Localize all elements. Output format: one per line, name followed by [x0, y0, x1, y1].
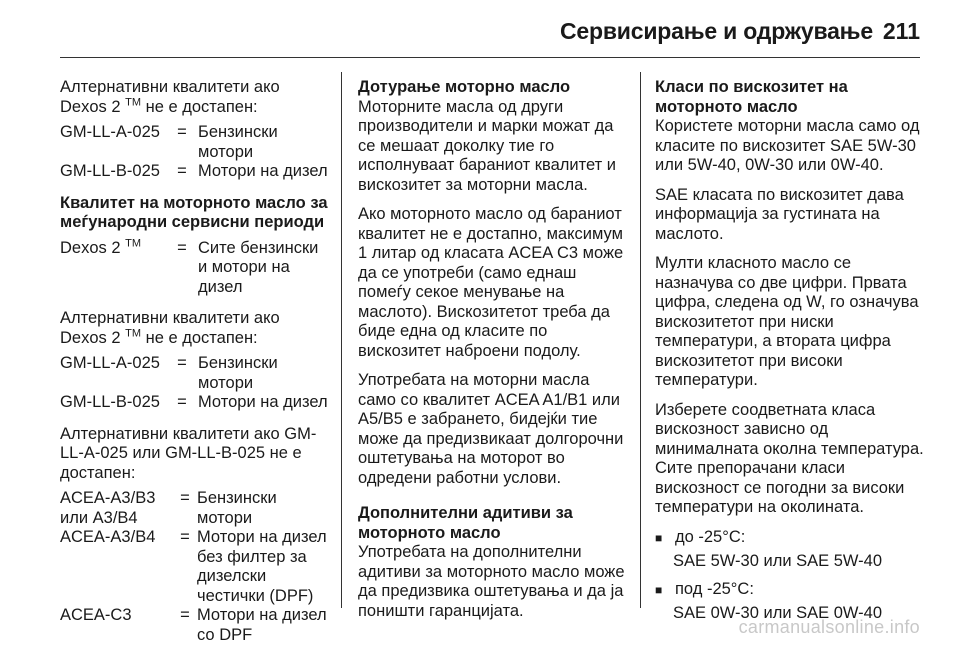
spec-row: GM-LL-A-025 = Бензински мотори	[60, 354, 278, 392]
column-left	[60, 78, 332, 645]
page-number: 211	[882, 18, 920, 44]
acea-row: ACEA-C3 = Мотори на дизел со DPF	[60, 606, 327, 644]
topup-paragraph: Моторните масла од други производители и марки можат да се мешаат доколку тие го исполнуваат бараниот квалитет и вискозитет за моторни масла.	[358, 97, 616, 194]
topup-paragraph: Ако моторното масло од бараниот квалитет не е достапно, максимум 1 литар од класата ACEA C3 може да се употреби (само еднаш помеѓу секое менување на маслото). Вискозитетот треба да биде една од класите по вискозитет наброени подолу.	[358, 205, 624, 360]
acea-row: ACEA-A3/B4 = Мотори на дизел без филтер за дизелски честички (DPF)	[60, 528, 327, 605]
column-divider-2	[640, 72, 641, 608]
column-middle	[358, 78, 626, 631]
intl-service-heading: Квалитет на моторното масло за меѓународни сервисни периоди	[60, 193, 328, 231]
viscosity-paragraph: SAE класата по вискозитет дава информација за густината на маслото.	[655, 185, 904, 243]
topup-paragraph: Употребата на моторни масла само со квалитет ACEA A1/B1 или A5/B5 е забрането, бидејќи тие може да предизвикаат долгорочни оштетувања на моторот во одредени работни услови.	[358, 371, 624, 487]
bullet-value: SAE 5W-30 или SAE 5W-40	[673, 552, 883, 570]
column-divider-1	[341, 72, 342, 608]
viscosity-paragraph: Користете моторни масла само од класите по вискозитет SAE 5W-30 или 5W-40, 0W-30 или 0W-40.	[655, 117, 920, 174]
watermark: carmanualsonline.info	[738, 617, 920, 637]
page-title: Сервисирање и одржување	[560, 18, 873, 44]
bullet-value: SAE 0W-30 или SAE 0W-40	[673, 604, 883, 622]
dexos-row: Dexos 2 ™ = Сите бензински и мотори на дизел	[60, 237, 319, 296]
spec-row: GM-LL-A-025 = Бензински мотори	[60, 123, 278, 161]
acea-row: ACEA-A3/B3 или A3/B4 = Бензински мотори	[60, 489, 277, 527]
alt-quality-note-1: Алтернативни квалитети ако Dexos 2 ™ не е достапен:	[60, 78, 280, 116]
bullet-icon: ■	[655, 530, 663, 545]
header-divider	[60, 57, 920, 58]
bullet-icon: ■	[655, 582, 663, 597]
list-item: ■ до -25°C:	[655, 528, 925, 549]
topup-heading: Дотурање моторно масло	[358, 78, 571, 96]
column-right	[655, 78, 925, 632]
alt-quality-note-3: Алтернативни квалитети ако GM-LL-A-025 или GM-LL-B-025 не е достапен:	[60, 424, 317, 482]
list-item: ■ под -25°C:	[655, 580, 925, 601]
spec-row: GM-LL-B-025 = Мотори на дизел	[60, 162, 328, 180]
additives-paragraph: Употребата на дополнителни адитиви за моторното масло може да предизвика оштетувања и да ја поништи гаранцијата.	[358, 543, 625, 620]
additives-heading: Дополнителни адитиви за моторното масло	[358, 504, 573, 542]
viscosity-heading: Класи по вискозитет на моторното масло	[655, 78, 848, 116]
spec-row: GM-LL-B-025 = Мотори на дизел	[60, 393, 328, 411]
viscosity-paragraph: Мулти класното масло се назначува со две цифри. Првата цифра, следена од W, го означува вискозитетот при ниски температури, а втората цифра вискозитетот при високи температури.	[655, 254, 919, 389]
alt-quality-note-2: Алтернативни квалитети ако Dexos 2 ™ не е достапен:	[60, 309, 280, 347]
viscosity-paragraph: Изберете соодветната класа вискозност зависно од минималната околна температура. Сите препорачани класи вискозност се погодни за високи температури на околината.	[655, 400, 924, 516]
